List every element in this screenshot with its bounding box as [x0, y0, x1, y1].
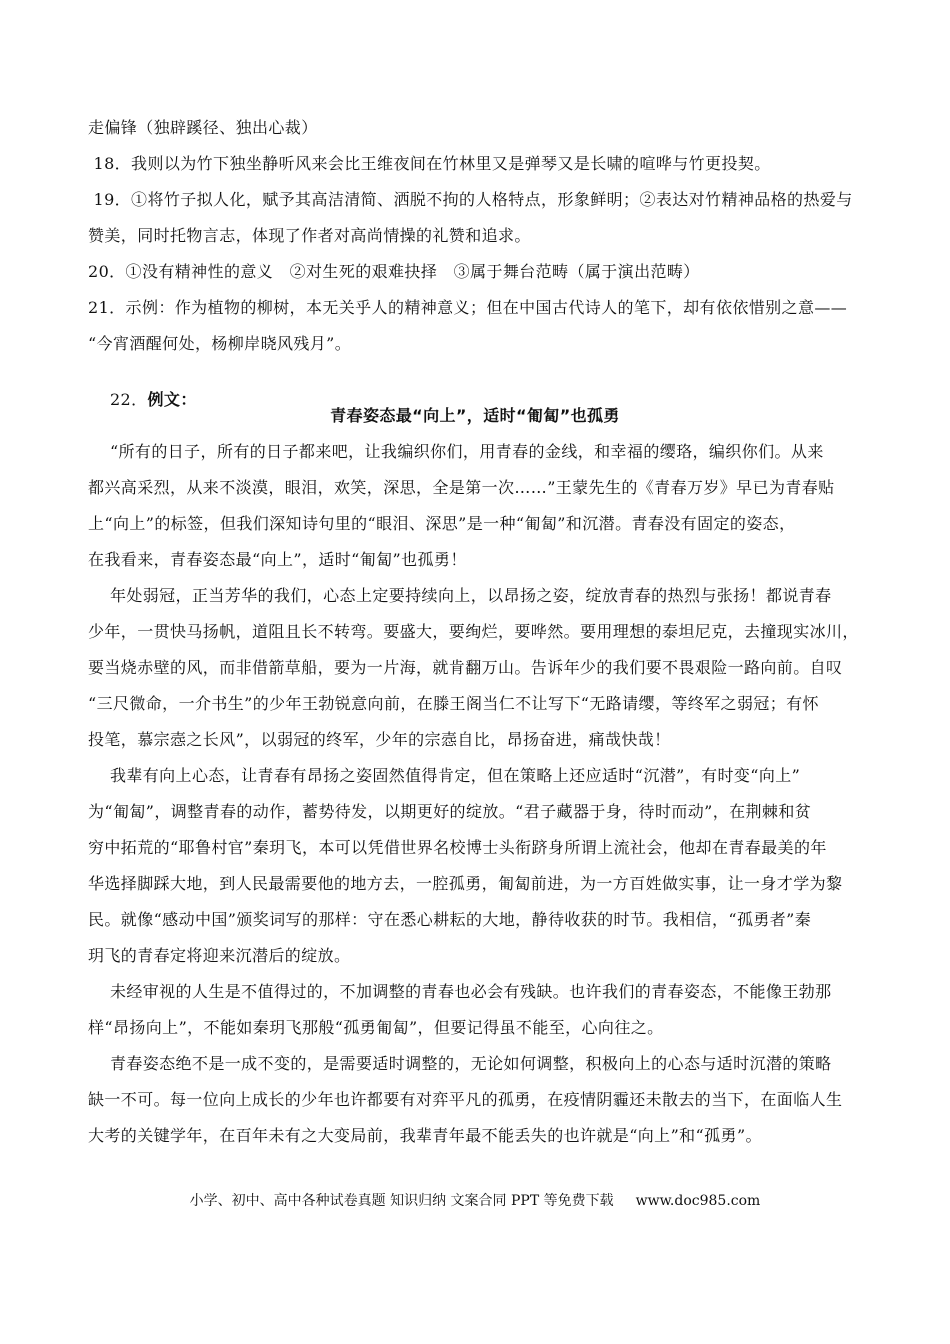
answer-21-line-2: “今宵酒醒何处，杨柳岸晓风残月”。	[88, 334, 352, 353]
footer-text: 小学、初中、高中各种试卷真题 知识归纳 文案合同 PPT 等免费下载	[189, 1193, 614, 1209]
essay-p5-line: 青春姿态绝不是一成不变的，是需要适时调整的，无论如何调整，积极向上的心态与适时沉潜的策略	[88, 1054, 832, 1073]
essay-p3-line: 华选择脚踩大地，到人民最需要他的地方去，一腔孤勇，匍匐前进，为一方百姓做实事，让一身才学为黎	[88, 874, 843, 893]
essay-p1-line: 上“向上”的标签，但我们深知诗句里的“眼泪、深思”是一种“匍匐”和沉潜。青春没有固定的姿态，	[88, 514, 796, 533]
essay-p3-line: 玥飞的青春定将迎来沉潜后的绽放。	[88, 946, 351, 965]
essay-p1-line: 都兴高采烈，从来不淡漠，眼泪，欢笑，深思，全是第一次……”王蒙先生的《青春万岁》早已为青春贴	[88, 478, 835, 497]
essay-p1-line: 在我看来，青春姿态最“向上”，适时“匍匐”也孤勇！	[88, 550, 467, 569]
essay-p4-line: 未经审视的人生是不值得过的，不加调整的青春也必会有残缺。也许我们的青春姿态，不能像王勃那	[88, 982, 832, 1001]
essay-p5-line: 大考的关键学年，在百年未有之大变局前，我辈青年最不能丢失的也许就是“向上”和“孤勇”。	[88, 1126, 762, 1145]
answer-19-line-2: 赞美，同时托物言志，体现了作者对高尚情操的礼赞和追求。	[88, 226, 531, 245]
footer-site-link[interactable]: www.doc985.com	[635, 1193, 761, 1209]
sample-essay-label: 例文：	[147, 390, 197, 409]
essay-p5-line: 缺一不可。每一位向上成长的少年也许都要有对弈平凡的孤勇，在疫情阴霾还未散去的当下，在面临人生	[88, 1090, 843, 1109]
essay-p2-line: 投笔，慕宗悫之长风”，以弱冠的终军，少年的宗悫自比，昂扬奋进，痛哉快哉！	[88, 730, 671, 749]
answer-18: 18．我则以为竹下独坐静听风来会比王维夜间在竹林里又是弹琴又是长啸的喧哗与竹更投契。	[88, 154, 771, 173]
page-footer	[0, 1192, 950, 1210]
essay-p3-line: 为“匍匐”，调整青春的动作，蓄势待发，以期更好的绽放。“君子藏器于身，待时而动”，在荆棘和贫	[88, 802, 812, 821]
essay-p2-line: 要当烧赤壁的风，而非借箭草船，要为一片海，就肯翻万山。告诉年少的我们要不畏艰险一路向前。自叹	[88, 658, 843, 677]
essay-title: 青春姿态最“向上”，适时“匍匐”也孤勇	[330, 406, 620, 425]
answer-20: 20．①没有精神性的意义 ②对生死的艰难抉择 ③属于舞台范畴（属于演出范畴）	[88, 262, 700, 281]
essay-p3-line: 我辈有向上心态，让青春有昂扬之姿固然值得肯定，但在策略上还应适时“沉潜”，有时变“向上”	[88, 766, 801, 785]
essay-p3-line: 穷中拓荒的“耶鲁村官”秦玥飞，本可以凭借世界名校博士头衔跻身所谓上流社会，他却在青春最美的年	[88, 838, 827, 857]
essay-p2-line: 少年，一贯快马扬帆，道阻且长不转弯。要盛大，要绚烂，要哗然。要用理想的泰坦尼克，去撞现实冰川，	[88, 622, 859, 641]
essay-p2-line: 年处弱冠，正当芳华的我们，心态上定要持续向上，以昂扬之姿，绽放青春的热烈与张扬！都说青春	[88, 586, 832, 605]
answer-19-line-1: 19．①将竹子拟人化，赋予其高洁清简、洒脱不拘的人格特点，形象鲜明；②表达对竹精神品格的热爱与	[88, 190, 853, 209]
essay-p1-line: “所有的日子，所有的日子都来吧，让我编织你们，用青春的金线，和幸福的缨珞，编织你们。从来	[88, 442, 824, 461]
answer-21-line-1: 21．示例：作为植物的柳树，本无关乎人的精神意义；但在中国古代诗人的笔下，却有依依惜别之意——	[88, 298, 848, 317]
essay-p3-line: 民。就像“感动中国”颁奖词写的那样：守在悉心耕耘的大地，静待收获的时节。我相信，“孤勇者”秦	[88, 910, 812, 929]
essay-p4-line: 样“昂扬向上”，不能如秦玥飞那般“孤勇匍匐”，但要记得虽不能至，心向往之。	[88, 1018, 664, 1037]
essay-p2-line: “三尺微命，一介书生”的少年王勃锐意向前，在滕王阁当仁不让写下“无路请缨，等终军之弱冠；有怀	[88, 694, 819, 713]
answer-17-tail: 走偏锋（独辟蹊径、独出心裁）	[88, 118, 318, 137]
question-number: 22．	[109, 390, 148, 409]
